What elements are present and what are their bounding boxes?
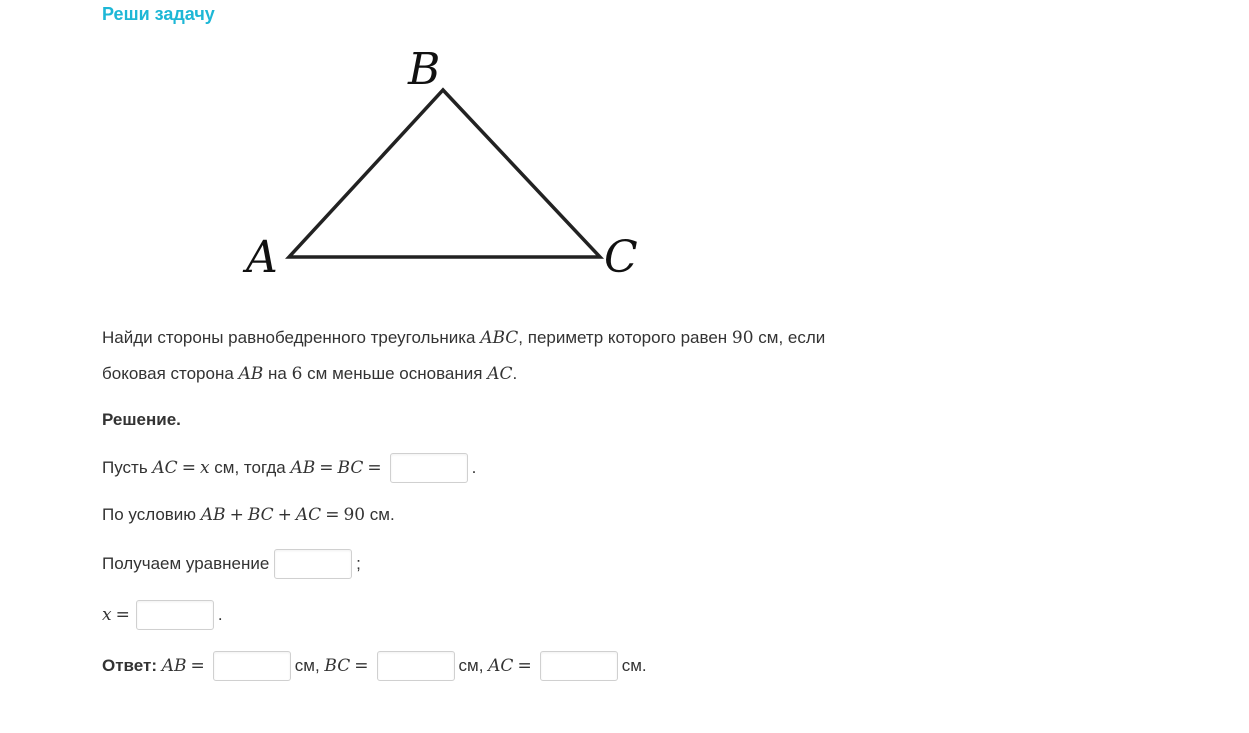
math-equals: =: [190, 656, 205, 676]
step-text: Получаем уравнение: [102, 554, 275, 573]
math-equals: =: [319, 458, 334, 478]
math-abc: ABC: [480, 328, 519, 348]
problem-text: .: [512, 364, 518, 383]
math-ab: AB: [161, 656, 187, 676]
math-bc: BC: [247, 505, 274, 525]
math-equals: =: [517, 656, 532, 676]
problem-line-2: [102, 362, 517, 386]
problem-line-1: [102, 326, 825, 350]
step-punct: .: [471, 458, 477, 477]
math-ac: AC: [487, 364, 513, 384]
unit-text: см.: [621, 656, 647, 675]
math-number: 6: [291, 364, 303, 384]
math-ab: AB: [290, 458, 316, 478]
problem-text: см, если: [753, 328, 826, 347]
math-bc: BC: [324, 656, 351, 676]
math-number: 90: [343, 505, 366, 525]
math-x: x: [199, 458, 210, 478]
vertex-label-a: A: [246, 232, 278, 283]
problem-text: на: [263, 364, 292, 383]
math-ab: AB: [238, 364, 264, 384]
math-plus: +: [229, 505, 244, 525]
math-ac: AC: [295, 505, 322, 525]
math-ab: AB: [200, 505, 226, 525]
step-text: По условию: [102, 505, 201, 524]
solution-step-1: [102, 452, 476, 484]
step-text: Пусть: [102, 458, 153, 477]
step-punct: ;: [356, 554, 361, 573]
math-equals: =: [181, 458, 196, 478]
problem-text: Найди стороны равнобедренного треугольника: [102, 328, 481, 347]
ac-answer-input[interactable]: [540, 651, 618, 681]
step-text: см.: [365, 505, 395, 524]
math-bc: BC: [337, 458, 364, 478]
problem-text: боковая сторона: [102, 364, 239, 383]
math-equals: =: [115, 605, 130, 625]
math-ac: AC: [488, 656, 514, 676]
math-equals: =: [367, 458, 382, 478]
equation-input[interactable]: [274, 549, 352, 579]
solution-heading: Решение.: [102, 410, 181, 429]
solution-step-2: [102, 503, 395, 527]
solution-step-4: [102, 599, 223, 631]
vertex-label-b: B: [408, 44, 441, 95]
vertex-label-c: C: [604, 232, 638, 283]
solution-step-3: [102, 548, 361, 580]
x-value-input[interactable]: [136, 600, 214, 630]
unit-text: см,: [458, 656, 484, 675]
ab-bc-expression-input[interactable]: [390, 453, 468, 483]
math-equals: =: [354, 656, 369, 676]
math-equals: =: [325, 505, 340, 525]
step-punct: .: [217, 605, 223, 624]
ab-answer-input[interactable]: [213, 651, 291, 681]
math-number: 90: [731, 328, 754, 348]
task-title: Реши задачу: [102, 4, 215, 24]
triangle-figure: [0, 0, 700, 300]
triangle-abc: [289, 90, 600, 257]
math-plus: +: [277, 505, 292, 525]
bc-answer-input[interactable]: [377, 651, 455, 681]
unit-text: см,: [294, 656, 320, 675]
answer-label: Ответ:: [102, 656, 157, 675]
math-ac: AC: [152, 458, 178, 478]
problem-text: , периметр которого равен: [518, 328, 732, 347]
problem-text: см меньше основания: [302, 364, 488, 383]
step-text: см, тогда: [209, 458, 291, 477]
answer-line: [102, 650, 647, 682]
math-x: x: [102, 605, 112, 625]
